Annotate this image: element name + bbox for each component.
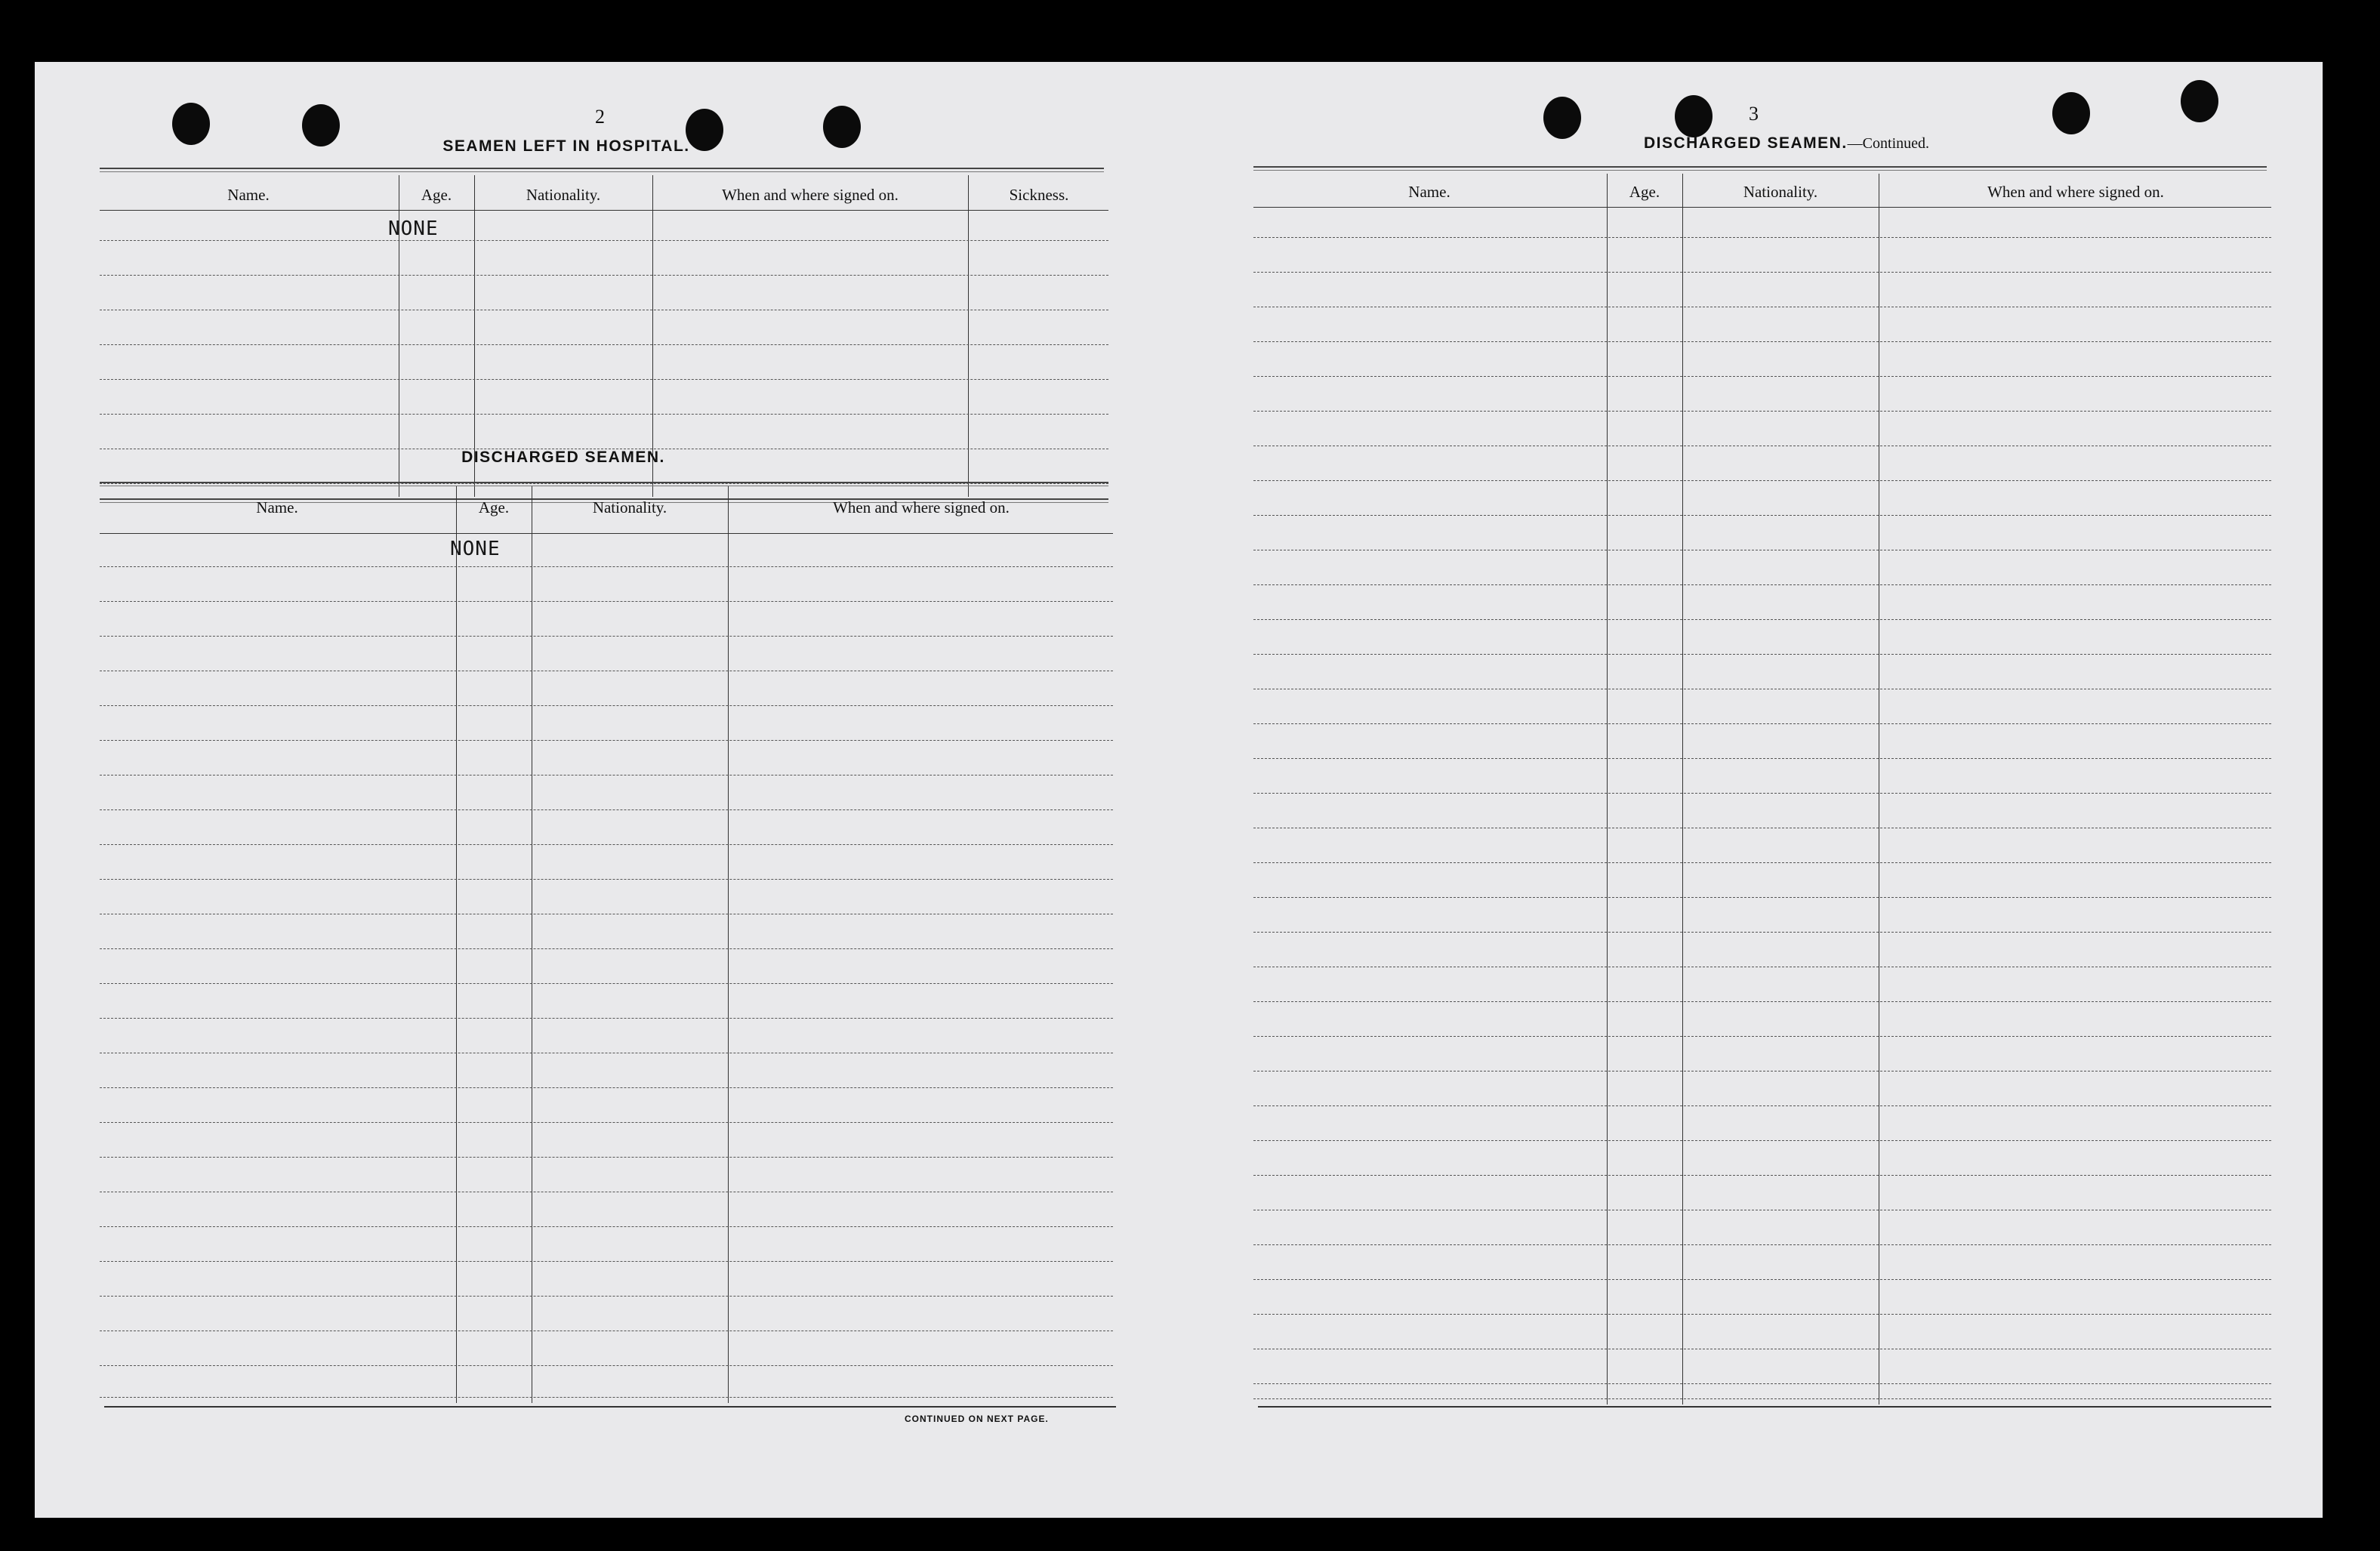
entry-line xyxy=(1253,1175,2271,1176)
column-header-nationality: Nationality. xyxy=(592,498,667,516)
column-header-signed-on: When and where signed on. xyxy=(722,186,899,204)
entry-line xyxy=(100,275,1108,276)
entry-line xyxy=(100,240,1108,241)
entry-line xyxy=(1253,1314,2271,1315)
entry-line xyxy=(100,740,1113,741)
column-header-name: Name. xyxy=(256,498,298,516)
entry-line xyxy=(1253,723,2271,724)
entry-line xyxy=(1253,1105,2271,1106)
entry-line xyxy=(100,948,1113,949)
entry-line xyxy=(100,379,1108,380)
punch-hole xyxy=(302,104,340,146)
rule xyxy=(1258,1406,2271,1408)
entry-line xyxy=(100,1261,1113,1262)
entry-line xyxy=(1253,897,2271,898)
header-rule xyxy=(100,533,1113,534)
entry-line xyxy=(1253,376,2271,377)
header-rule xyxy=(1253,207,2271,208)
entry-line xyxy=(1253,1279,2271,1280)
entry-line xyxy=(100,809,1113,810)
entry-line xyxy=(1253,1036,2271,1037)
entry-line xyxy=(100,1087,1113,1088)
discharged-continued-title-text: DISCHARGED SEAMEN. xyxy=(1643,134,1848,152)
entry-line xyxy=(1253,1398,2271,1399)
column-header-age: Age. xyxy=(1629,183,1660,201)
punch-hole xyxy=(2181,80,2218,122)
continued-suffix: —Continued. xyxy=(1847,135,1930,152)
rule xyxy=(1253,166,2267,171)
column-header-nationality: Nationality. xyxy=(1743,183,1818,201)
entry-line xyxy=(100,601,1113,602)
entry-line xyxy=(100,566,1113,567)
column-header-age: Age. xyxy=(478,498,510,516)
page-number-left: 2 xyxy=(595,106,605,128)
entry-line xyxy=(1253,1383,2271,1384)
column-divider xyxy=(1682,174,1683,1405)
entry-line xyxy=(100,1226,1113,1227)
entry-line xyxy=(100,705,1113,706)
entry-line xyxy=(1253,1071,2271,1072)
entry-line xyxy=(100,1365,1113,1366)
entry-line xyxy=(1253,272,2271,273)
punch-hole xyxy=(172,103,210,145)
entry-line xyxy=(100,1157,1113,1158)
punch-hole xyxy=(2052,92,2090,134)
header-rule xyxy=(100,210,1108,211)
entry-line xyxy=(1253,515,2271,516)
entry-line xyxy=(1253,793,2271,794)
entry-line xyxy=(1253,1001,2271,1002)
page-number-right: 3 xyxy=(1749,103,1759,125)
column-header-sickness: Sickness. xyxy=(1009,186,1069,204)
column-header-nationality: Nationality. xyxy=(526,186,601,204)
hospital-entry: NONE xyxy=(388,217,439,240)
punch-hole xyxy=(1543,97,1581,139)
entry-line xyxy=(100,983,1113,984)
entry-line xyxy=(1253,411,2271,412)
column-divider xyxy=(1607,174,1608,1405)
entry-line xyxy=(1253,619,2271,620)
entry-line xyxy=(1253,480,2271,481)
entry-line xyxy=(100,636,1113,637)
entry-line xyxy=(100,775,1113,776)
column-header-name: Name. xyxy=(1408,183,1451,201)
entry-line xyxy=(100,414,1108,415)
entry-line xyxy=(1253,237,2271,238)
entry-line xyxy=(1253,862,2271,863)
column-divider xyxy=(456,486,457,1403)
column-header-age: Age. xyxy=(421,186,452,204)
rule xyxy=(100,168,1104,172)
punch-hole xyxy=(1675,95,1713,137)
discharged-table-right xyxy=(1253,174,2271,1408)
entry-line xyxy=(100,879,1113,880)
entry-line xyxy=(1253,341,2271,342)
discharged-section-title: DISCHARGED SEAMEN. xyxy=(461,449,665,466)
entry-line xyxy=(1253,584,2271,585)
column-divider xyxy=(728,486,729,1403)
rule xyxy=(104,1406,1116,1408)
discharged-continued-title xyxy=(1575,134,1998,153)
ledger-sheet xyxy=(35,62,2323,1518)
entry-line xyxy=(100,1018,1113,1019)
entry-line xyxy=(1253,932,2271,933)
column-header-signed-on: When and where signed on. xyxy=(833,498,1010,516)
entry-line xyxy=(100,1296,1113,1297)
entry-line xyxy=(1253,654,2271,655)
discharged-entry: NONE xyxy=(450,538,501,560)
entry-line xyxy=(100,1397,1113,1398)
entry-line xyxy=(1253,758,2271,759)
entry-line xyxy=(100,1122,1113,1123)
entry-line xyxy=(1253,1140,2271,1141)
entry-line xyxy=(100,344,1108,345)
punch-hole xyxy=(823,106,861,148)
entry-line xyxy=(100,844,1113,845)
entry-line xyxy=(1253,1244,2271,1245)
hospital-section-title: SEAMEN LEFT IN HOSPITAL. xyxy=(442,137,690,155)
column-header-name: Name. xyxy=(227,186,270,204)
column-header-signed-on: When and where signed on. xyxy=(1987,183,2164,201)
discharged-table-left xyxy=(100,486,1113,1408)
continued-note: CONTINUED ON NEXT PAGE. xyxy=(905,1414,1049,1424)
